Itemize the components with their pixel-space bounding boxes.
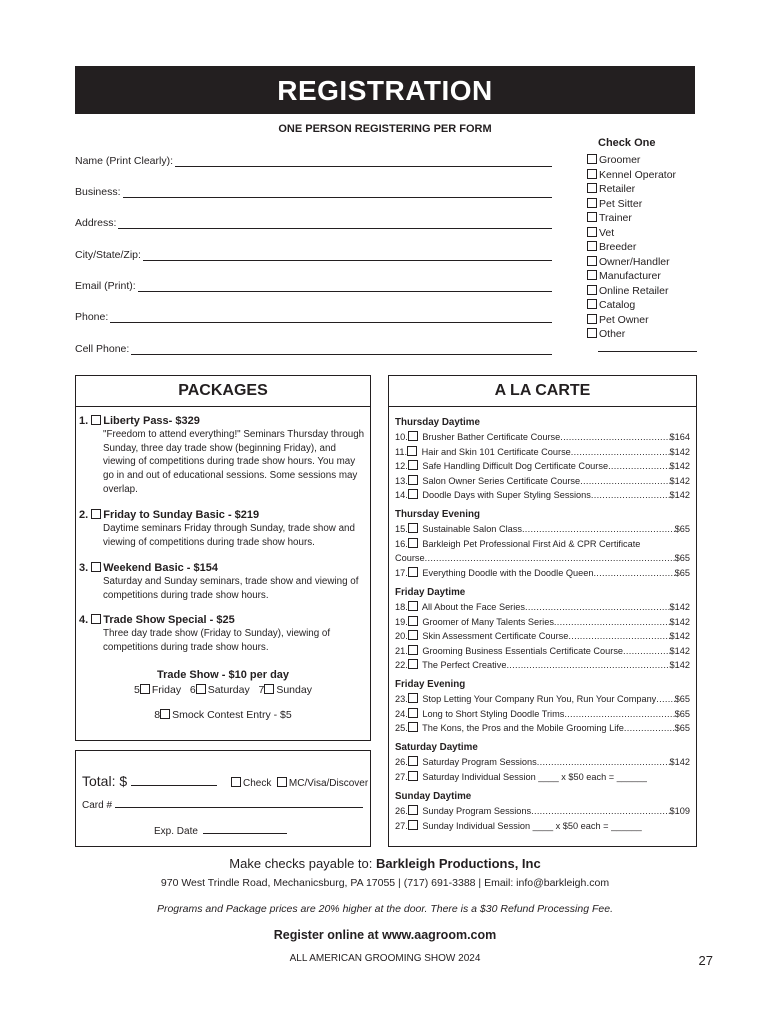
checkbox[interactable] [587,212,597,222]
package-name: Trade Show Special - $25 [103,614,235,626]
section-title: Saturday Daytime [395,742,478,753]
section-friday-evening [395,677,690,736]
checkbox[interactable] [587,241,597,251]
checkbox[interactable] [587,299,597,309]
section-title: Friday Daytime [395,587,466,598]
checkbox[interactable] [160,709,170,719]
course-item[interactable]: 23. Stop Letting Your Company Run You, Run Your Company ..... $65 [395,692,690,707]
exp-date-line[interactable] [203,833,287,834]
field-label: Phone: [75,311,109,323]
checkbox[interactable] [408,693,418,703]
checkbox[interactable] [408,538,418,548]
option-pet-owner[interactable]: Pet Owner [587,313,707,328]
course-item[interactable]: 17. Everything Doodle with the Doodle Queen ..... $65 [395,566,690,581]
option-trainer[interactable]: Trainer [587,211,707,226]
course-item[interactable]: 14. Doodle Days with Super Styling Sessions ..... $142 [395,488,690,503]
section-sunday-daytime [395,789,690,833]
address-field[interactable] [75,217,552,229]
other-line[interactable] [598,351,697,352]
option-vet[interactable]: Vet [587,226,707,241]
option-online-retailer[interactable]: Online Retailer [587,284,707,299]
option-catalog[interactable]: Catalog [587,298,707,313]
course-item[interactable]: 25. The Kons, the Pros and the Mobile Grooming Life ..... $65 [395,721,690,736]
field-label: Cell Phone: [75,343,130,355]
field-label: City/State/Zip: [75,249,141,261]
page-title: REGISTRATION [75,66,695,114]
phone-line[interactable] [110,312,552,323]
trade-show-title: Trade Show - $10 per day [156,669,290,681]
show-name: ALL AMERICAN GROOMING SHOW 2024 [289,953,481,964]
option-retailer[interactable]: Retailer [587,182,707,197]
checkbox[interactable] [408,820,418,830]
option-kennel-operator[interactable]: Kennel Operator [587,168,707,183]
option-owner-handler[interactable]: Owner/Handler [587,255,707,270]
packages-title: PACKAGES [76,376,370,407]
checkbox[interactable] [587,169,597,179]
checkbox[interactable] [140,684,150,694]
checkbox[interactable] [408,756,418,766]
option-groomer[interactable]: Groomer [587,153,707,168]
package-description: "Freedom to attend everything!" Seminars Thursday through Sunday, three day trade show (beginning Friday), and viewing of competitions during trade show hours. You may go in and out of educational sessions. Some sessions may overlap. [103,429,365,495]
name-line[interactable] [175,156,552,167]
section-title: Thursday Daytime [395,417,480,428]
checkbox[interactable] [407,446,417,456]
package-name: Friday to Sunday Basic - $219 [103,509,260,521]
email-line[interactable] [138,281,552,292]
checkbox[interactable] [91,562,101,572]
package-trade-show-special[interactable]: 4. Trade Show Special - $25 Three day trade show (Friday to Sunday), viewing of competitions during trade show hours. [79,614,368,654]
checkbox[interactable] [91,509,101,519]
city-state-zip-field[interactable] [75,249,552,261]
checkbox[interactable] [408,771,418,781]
course-item[interactable]: 26. Sunday Program Sessions ..... $109 [395,804,690,819]
day-saturday[interactable]: 6 Saturday [189,684,250,696]
cell-phone-field[interactable] [75,343,552,355]
checkbox[interactable] [587,314,597,324]
payment-method: Check MC/Visa/Discover [231,777,368,789]
course-item[interactable]: 11. Hair and Skin 101 Certificate Course ..... $142 [395,445,690,460]
section-friday-daytime [395,585,690,673]
checkbox[interactable] [408,616,418,626]
option-manufacturer[interactable]: Manufacturer [587,269,707,284]
option-pet-sitter[interactable]: Pet Sitter [587,197,707,212]
course-item[interactable]: 16. Barkleigh Pet Professional First Aid & CPR Certificate [395,538,641,549]
checkbox[interactable] [196,684,206,694]
section-title: Sunday Daytime [395,791,472,802]
checkbox[interactable] [587,227,597,237]
checkbox[interactable] [408,475,418,485]
field-label: Name (Print Clearly): [75,155,174,167]
section-saturday-daytime [395,740,690,784]
checkbox[interactable] [408,722,418,732]
package-description: Daytime seminars Friday through Sunday, trade show and viewing of competitions during trade show hours. [103,523,355,548]
course-item[interactable]: 27. Sunday Individual Session ____ x $50 each = ______ [395,820,642,831]
course-item[interactable]: 24. Long to Short Styling Doodle Trims ..... $65 [395,707,690,722]
total-line[interactable] [131,785,217,786]
checkbox[interactable] [587,270,597,280]
total-label: Total: $ [82,773,128,789]
checkbox[interactable] [408,431,418,441]
section-thursday-evening [395,507,690,580]
smock-contest-entry[interactable]: 8 Smock Contest Entry - $5 [154,709,292,721]
checkbox[interactable] [408,708,418,718]
email-field[interactable] [75,280,552,292]
course-item[interactable]: 10. Brusher Bather Certificate Course ..... $164 [395,430,690,445]
course-item[interactable]: 18. All About the Face Series ..... $142 [395,600,690,615]
option-other[interactable]: Other [587,327,707,342]
checkbox[interactable] [91,415,101,425]
checkbox[interactable] [587,285,597,295]
card-label: Card # [82,800,113,811]
checkbox-check[interactable] [231,777,241,787]
day-sunday[interactable]: 7 Sunday [258,684,312,696]
package-friday-to-sunday[interactable]: 2. Friday to Sunday Basic - $219 Daytime seminars Friday through Sunday, trade show and viewing of competitions during trade show hours. [79,509,368,549]
occupation-checklist [587,137,707,342]
check-one-title: Check One [598,137,656,149]
business-field[interactable] [75,186,552,198]
checkbox[interactable] [587,183,597,193]
checks-payable: Make checks payable to: Barkleigh Productions, Inc [229,856,541,871]
package-description: Saturday and Sunday seminars, trade show and viewing of competitions during trade show hours. [103,576,359,601]
checkbox[interactable] [408,460,418,470]
checkbox[interactable] [408,805,418,815]
checkbox[interactable] [587,328,597,338]
door-price-note: Programs and Package prices are 20% higher at the door. There is a $30 Refund Processing Fee. [156,903,614,915]
course-item[interactable]: 20. Skin Assessment Certificate Course ..... $142 [395,629,690,644]
address-line[interactable] [118,218,552,229]
city-line[interactable] [143,250,552,261]
form-subtitle: ONE PERSON REGISTERING PER FORM [278,123,492,135]
field-label: Business: [75,186,121,198]
page-number: 27 [698,953,713,968]
name-field[interactable] [75,155,552,167]
checkbox[interactable] [408,489,418,499]
exp-date-label: Exp. Date [154,826,198,837]
day-friday[interactable]: 5 Friday [134,684,182,696]
checkbox[interactable] [408,601,418,611]
course-item[interactable]: 26. Saturday Program Sessions ..... $142 [395,755,690,770]
business-line[interactable] [123,187,552,198]
checkbox[interactable] [587,154,597,164]
phone-field[interactable] [75,311,552,323]
checkbox[interactable] [408,567,418,577]
package-name: Weekend Basic - $154 [103,562,218,574]
package-name: Liberty Pass- $329 [103,415,200,427]
trade-show-days [76,684,370,696]
course-item[interactable]: 13. Salon Owner Series Certificate Course ..... $142 [395,474,690,489]
package-weekend-basic[interactable]: 3. Weekend Basic - $154 Saturday and Sunday seminars, trade show and viewing of competitions during trade show hours. [79,562,368,602]
package-description: Three day trade show (Friday to Sunday), viewing of competitions during trade show hours. [103,628,331,653]
card-line[interactable] [115,807,363,808]
package-liberty-pass[interactable]: 1. Liberty Pass- $329 "Freedom to attend everything!" Seminars Thursday through Sunday, three day trade show (beginning Friday), and viewing of competitions during trade show hours. You may go in and out of educational sessions. Some sessions may overlap. [79,415,368,497]
checkbox[interactable] [264,684,274,694]
section-title: Friday Evening [395,679,466,690]
a-la-carte-title: A LA CARTE [389,376,696,407]
register-online[interactable]: Register online at www.aagroom.com [273,928,497,942]
field-label: Address: [75,217,117,229]
field-label: Email (Print): [75,280,136,292]
contact-address: 970 West Trindle Road, Mechanicsburg, PA 17055 | (717) 691-3388 | Email: info@barkleigh.com [160,877,610,889]
checkbox[interactable] [91,614,101,624]
checkbox[interactable] [408,630,418,640]
course-item[interactable]: 19. Groomer of Many Talents Series ..... $142 [395,615,690,630]
checkbox[interactable] [587,198,597,208]
course-item[interactable]: 22. The Perfect Creative ..... $142 [395,658,690,673]
option-breeder[interactable]: Breeder [587,240,707,255]
cell-phone-line[interactable] [131,344,552,355]
checkbox[interactable] [408,645,418,655]
checkbox[interactable] [408,659,418,669]
course-item[interactable]: 21. Grooming Business Essentials Certificate Course ..... $142 [395,644,690,659]
course-item[interactable]: 12. Safe Handling Difficult Dog Certificate Course ..... $142 [395,459,690,474]
course-item[interactable]: 15. Sustainable Salon Class ..... $65 [395,522,690,537]
checkbox-card[interactable] [277,777,287,787]
section-title: Thursday Evening [395,509,480,520]
course-item-continued: Course ..... $65 [395,551,690,566]
checkbox[interactable] [587,256,597,266]
checkbox[interactable] [408,523,418,533]
section-thursday-daytime [395,415,690,503]
course-item[interactable]: 27. Saturday Individual Session ____ x $50 each = ______ [395,771,648,782]
